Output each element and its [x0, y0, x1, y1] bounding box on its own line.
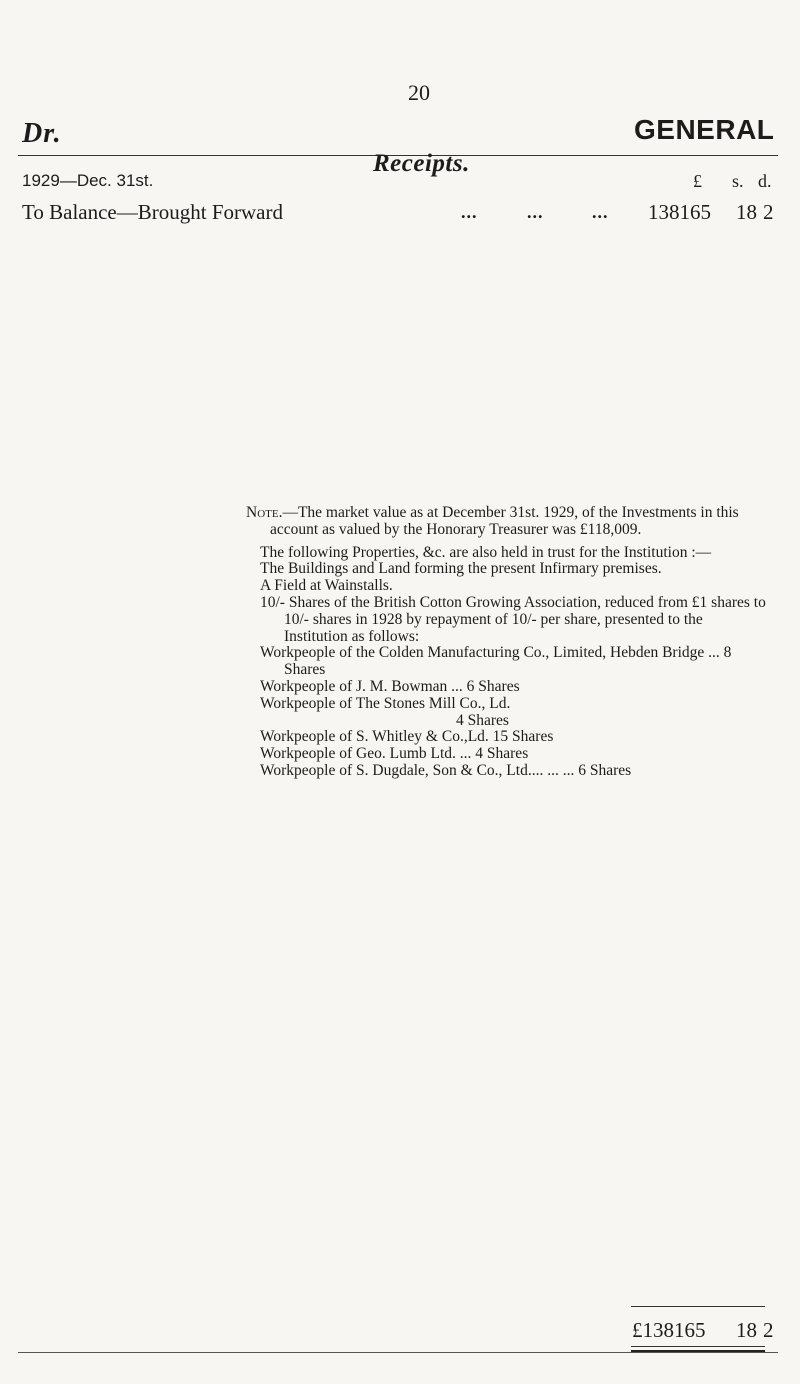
entry-date: 1929—Dec. 31st.	[22, 171, 154, 190]
shareholder-item: Workpeople of S. Dugdale, Son & Co., Ltd.... ... ... 6 Shares	[260, 761, 632, 779]
total-shillings: 18	[736, 1318, 757, 1342]
property-item: The Buildings and Land forming the present Infirmary premises.	[260, 560, 662, 578]
shillings-header: s.	[732, 171, 744, 191]
note-lead: Note.	[246, 504, 283, 521]
shareholder-item: Workpeople of Geo. Lumb Ltd. ... 4 Shares	[260, 745, 529, 763]
entry-amount-pounds: 138165	[648, 200, 711, 224]
pounds-header: £	[693, 171, 702, 191]
account-title: GENERAL	[634, 114, 775, 145]
shareholder-item: Workpeople of the Colden Manufacturing Co., Limited, Hebden Bridge ... 8 Shares	[260, 644, 732, 679]
leader-dots: ...	[527, 202, 544, 222]
total-top-rule	[631, 1306, 765, 1307]
leader-dots: ...	[592, 202, 609, 222]
shareholder-shares: 4 Shares	[456, 711, 509, 729]
entry-description: To Balance—Brought Forward	[22, 200, 283, 224]
note-text: —The market value as at December 31st. 1929, of the Investments in this account as valued by the Honorary Treasurer was £118,009.	[270, 504, 739, 538]
shareholder-item: Workpeople of S. Whitley & Co.,Ld. 15 Shares	[260, 728, 554, 746]
footer-rule	[18, 1352, 778, 1353]
entry-amount-pence: 2	[763, 200, 774, 224]
shareholder-item: Workpeople of The Stones Mill Co., Ld.	[260, 694, 511, 712]
side-label: Dr.	[22, 118, 62, 149]
total-pence: 2	[763, 1318, 774, 1342]
properties-intro: The following Properties, &c. are also held in trust for the Institution :—	[260, 543, 712, 561]
section-title: Receipts.	[373, 150, 470, 177]
leader-dots: ...	[461, 202, 478, 222]
total-pounds: £138165	[632, 1318, 706, 1342]
property-item: 10/- Shares of the British Cotton Growing Association, reduced from £1 shares to 10/- shares in 1928 by repayment of 10/- per share, presented to the Institution as follows:	[260, 593, 766, 645]
note-paragraph	[246, 505, 766, 539]
shareholder-item: Workpeople of J. M. Bowman ... 6 Shares	[260, 677, 520, 695]
page-number: 20	[408, 80, 430, 105]
property-item: A Field at Wainstalls.	[260, 577, 393, 595]
investment-note	[246, 505, 766, 780]
pence-header: d.	[758, 171, 772, 191]
total-underline	[631, 1346, 765, 1347]
entry-amount-shillings: 18	[736, 200, 757, 224]
